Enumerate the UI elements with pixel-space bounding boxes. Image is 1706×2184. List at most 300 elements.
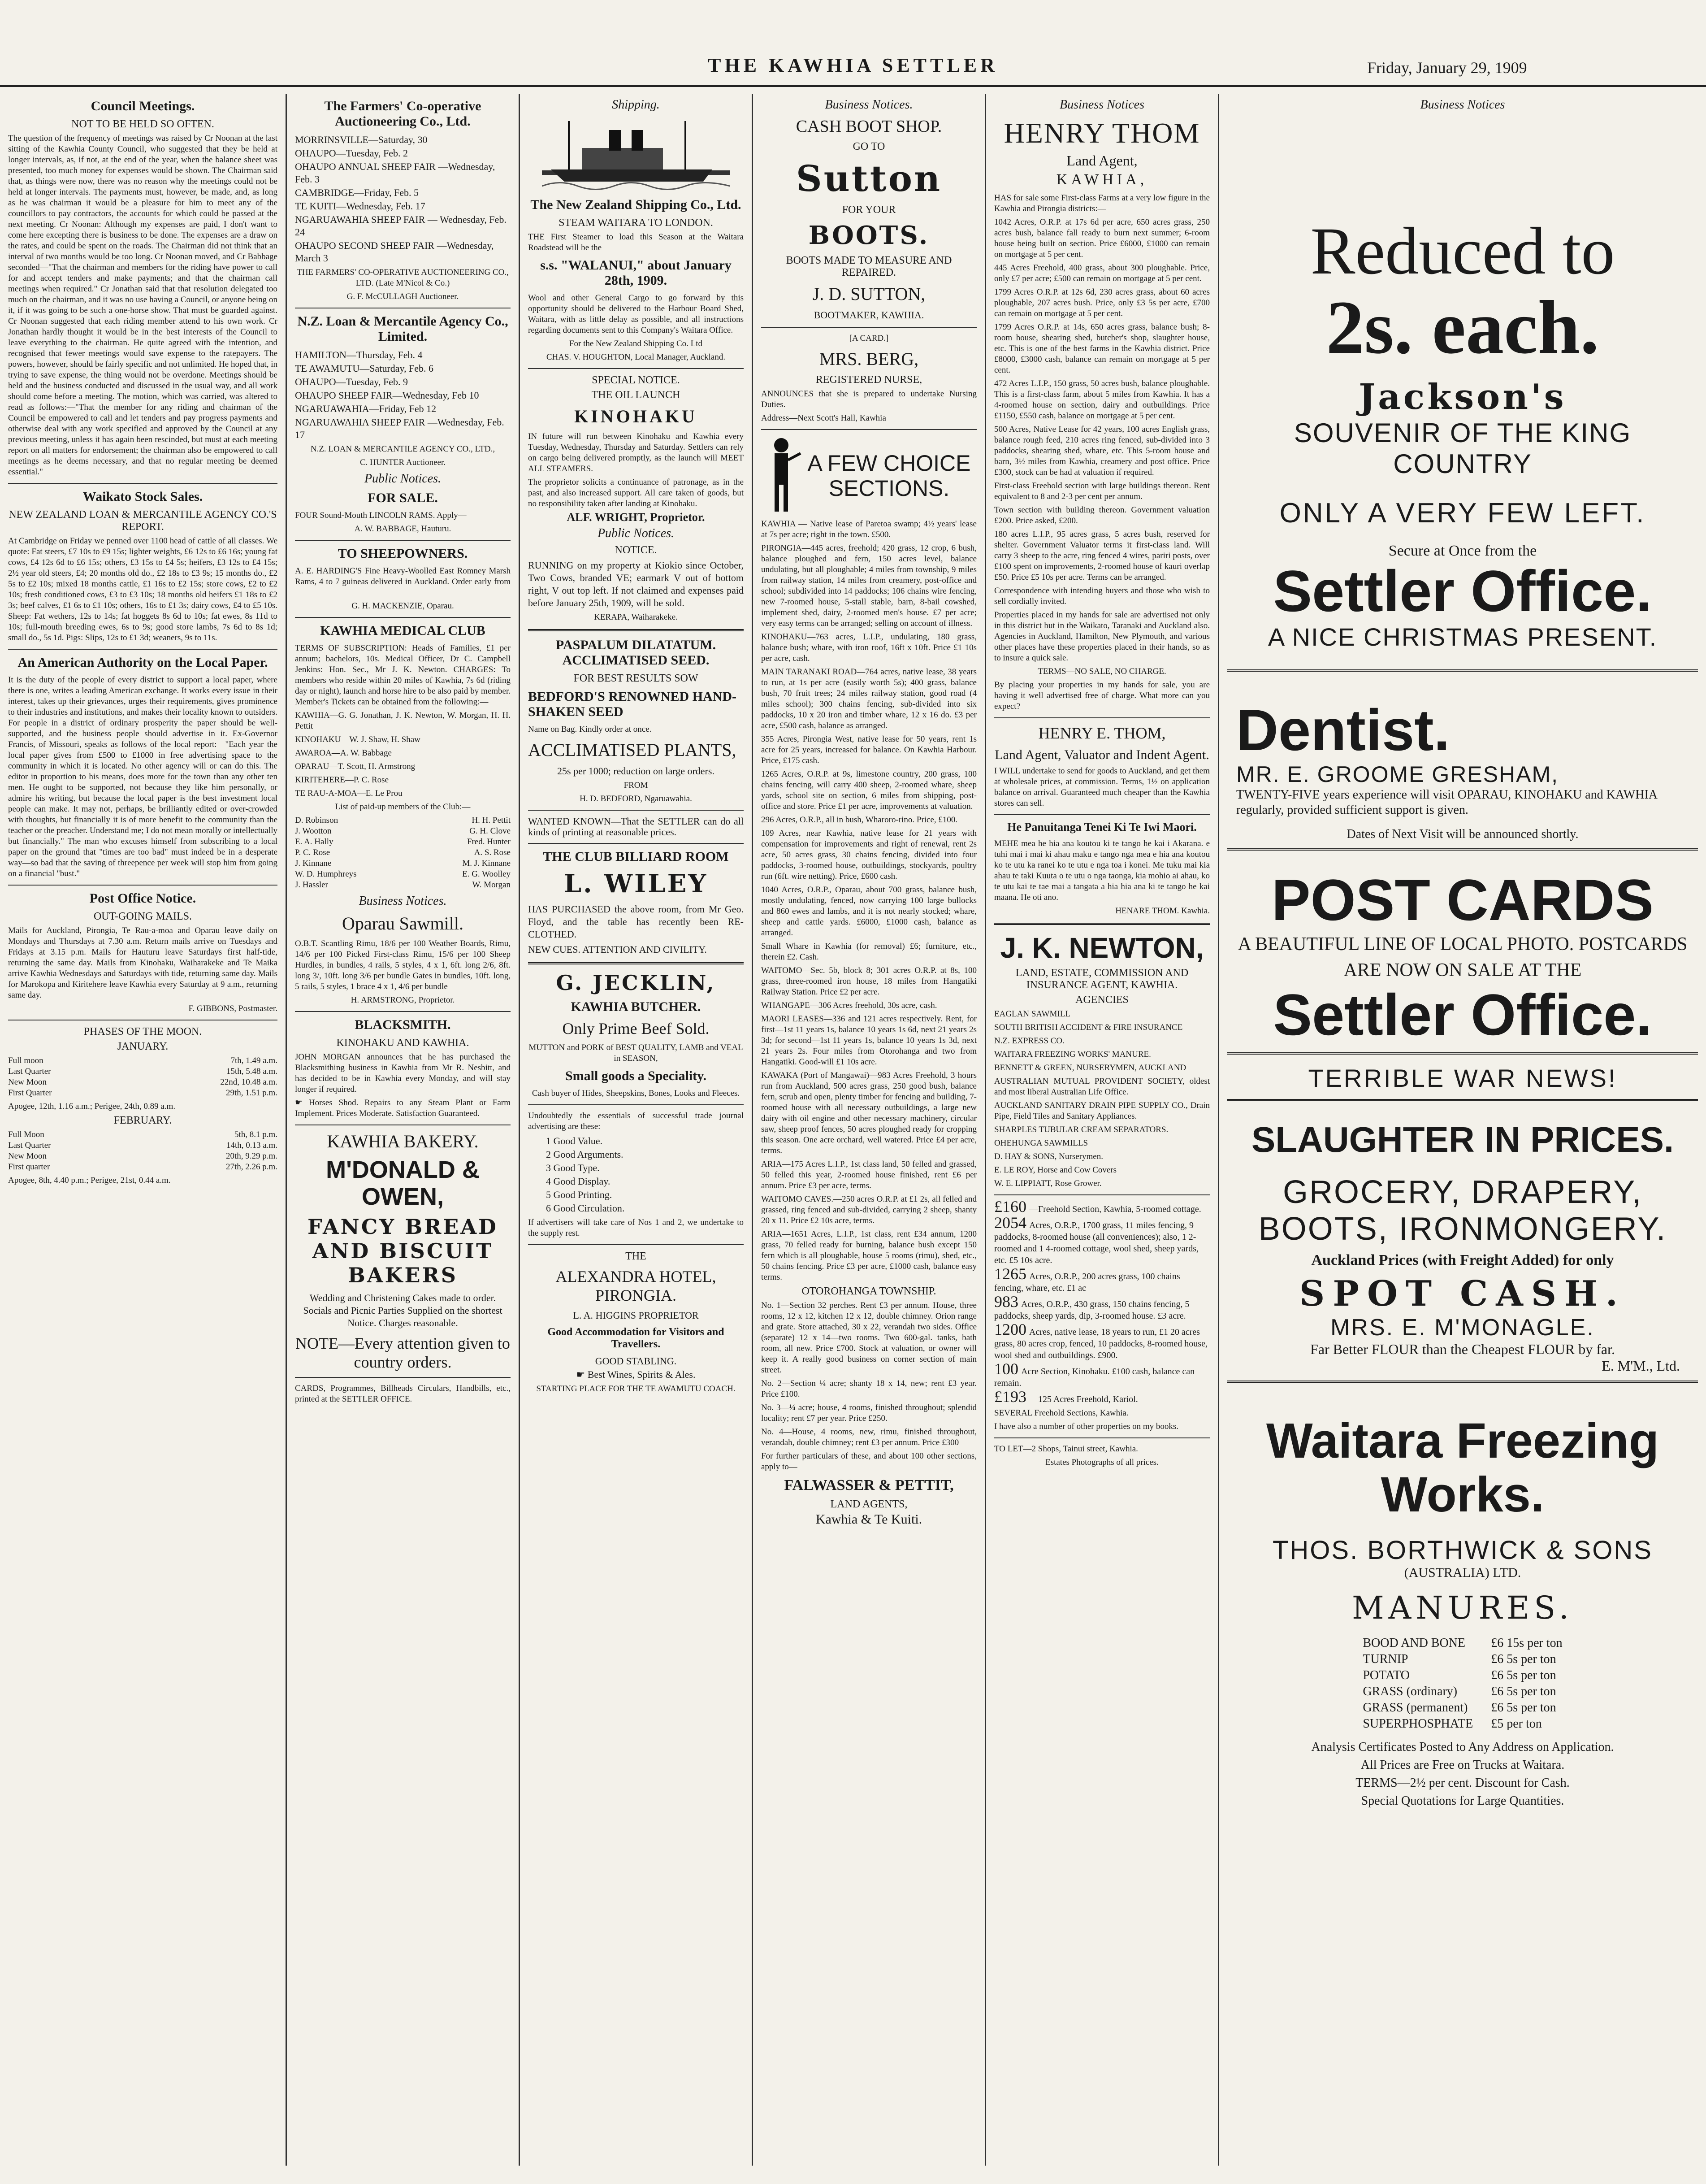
from-label: FROM	[624, 781, 648, 790]
special-notice-heading: SPECIAL NOTICE.	[592, 374, 680, 386]
agency-item: EAGLAN SAWMILL	[994, 1009, 1070, 1019]
divider	[528, 843, 744, 844]
listing: PIRONGIA—445 acres, freehold; 420 grass, 12 crop, 6 bush, balance ploughed and fern, 150 acres level, balance undulating, but all ploughable; 4 miles from township, 9 miles from railway station, 14 miles from creamery, post-office and school; subdivided into 14 paddocks; 106 chains wire fencing, new 7-roomed house, 5-stall stable, barn, 8-bail cowshed, implement shed, dairy, 2-roomed men's house. £7 per acre; very easy terms can be arranged; selling on account of illness.	[761, 543, 977, 628]
agency-item: D. HAY & SONS, Nurserymen.	[994, 1152, 1103, 1161]
henry-e-thom: HENRY E. THOM,	[1038, 724, 1166, 742]
steam-body: THE First Steamer to load this Season at the Waitara Roadstead will be the	[528, 232, 744, 252]
stabling-line: GOOD STABLING.	[595, 1355, 677, 1367]
agency-item: SOUTH BRITISH ACCIDENT & FIRE INSURANCE	[994, 1023, 1183, 1032]
flour-line: Far Better FLOUR than the Cheapest FLOUR by far.	[1310, 1341, 1615, 1357]
divider	[528, 1104, 744, 1105]
agency-item: N.Z. EXPRESS CO.	[994, 1036, 1065, 1046]
listing: MAIN TARANAKI ROAD—764 acres, native lease, 38 years to run, at 1s per acre (easily worth 5s); 400 grass, balance bush, 70 fruit trees; 24 miles railway station, good road (4 miles school); 300 chains fencing, sub-divided into six paddocks, 10 x 20 iron and timber whare, 12 x 16 do. £3 per acre, £500 cash, balance as arranged.	[761, 667, 977, 730]
farmers-signature: G. F. McCULLAGH Auctioneer.	[346, 292, 459, 301]
council-subheading: NOT TO BE HELD SO OFTEN.	[71, 118, 214, 130]
price-listing: 100 Acre Section, Kinohaku. £100 cash, balance can remain.	[994, 1360, 1195, 1388]
bakery-heading: KAWHIA BAKERY.	[327, 1131, 479, 1151]
agency-item: AUCKLAND SANITARY DRAIN PIPE SUPPLY CO., Drain Pipe, Field Tiles and Sanitary Appliances.	[994, 1101, 1210, 1121]
groome-heading: MR. E. GROOME GRESHAM,	[1236, 762, 1559, 787]
moon-february-note: Apogee, 8th, 4.40 p.m.; Perigee, 21st, 0.44 a.m.	[8, 1176, 171, 1185]
divider	[761, 327, 977, 328]
go-to: GO TO	[853, 141, 885, 152]
masthead	[0, 54, 1706, 87]
proprietor-body: The proprietor solicits a continuance of patronage, as in the past, and also increased support. All care taken of goods, but no responsibility taken after landing at Kinohaku.	[528, 478, 744, 508]
section-label: Public Notices.	[364, 472, 442, 486]
american-article: It is the duty of the people of every district to support a local paper, where there is one, writes a leading American exchange. It works every issue in their interest, takes up their grievances, urges their requirements, gives prominence to their industries and institutions, and makes their locality known to outsiders. For people in a district of ordinary prosperity the paper should be well-supported, and the business people should advertise in it. Ex-Governor Francis, of Missouri, speaks as follows of the local report:—"Each year the local paper gives from £500 to £1000 in free advertising space to the community in which it is located. No other agency will or can do this. The editor in proportion to his means, does more for the town than any other ten men. He ought to be supported, not because they like him personally, or admire his writing, but because the local paper is the best investment local people can make. It may not, perhaps, be brilliantly edited or over-crowded with thoughts, but financially it is of more benefit to the community than the teacher or the preacher. Understand me; I do not mean morally or intellectually but financially." The man who excuses himself from subscribing to a local paper on the ground that "times are too bad" must indeed be in a desperate way—so bad that the saving of threepence per week will stop him from going on a financial "bust."	[8, 675, 277, 878]
sale-item: TE KUITI—Wednesday, Feb. 17	[295, 200, 425, 212]
settler-office-heading: Settler Office.	[1273, 558, 1652, 624]
henare-signature: HENARE THOM. Kawhia.	[1115, 906, 1210, 916]
boots-made: BOOTS MADE TO MEASURE AND REPAIRED.	[786, 255, 952, 278]
waitara-heading: Waitara Freezing Works.	[1266, 1413, 1659, 1522]
table-row: TURNIP £6 5s per ton	[1363, 1652, 1556, 1666]
will-undertake: I WILL undertake to send for goods to Auckland, and get them at wholesale prices, at commission. Terms, 1½ on application balance on arrival. Guaranteed much cheaper than the Kawhia stores can sell.	[994, 766, 1210, 808]
stock-article: At Cambridge on Friday we penned over 1100 head of cattle of all classes. We quote: Fat steers, £7 10s to £9 15s; lighter weights, £6 12s to £6 16s; young fat cows, £4 12s 6d to £6 15s; others, £3 15s to £4 5s; heifers, £3 12s to £4 15s; 2½ year old steers, £4; 20 months old do., £2 18s to £3 9s; 15 months do., £2 5s to £2 10s; mixed 18 months cattle, £1 16s to £2 15s; store cows, £2 to £2 10s; fresh conditioned cows, £3 to £3 10s; 18 months old heifers £1 18s to £2 3s; beef calves, £1 6s to £1 10s; others, 16s to £1 3s; dairy cows, £4 to £5 10s. Sheep: Fat wethers, 12s to 14s; fat hoggets 8s 6d to 10s; fat ewes, 8s 11d to 10s; full-mouth breeding ewes, 6s to 9s; good store lambs, 7s 6d to 8s 1d; small do., 5s 1d. Pigs: Slips, 12s to £1 3d; weaners, 9s to 11s.	[8, 536, 277, 643]
listing: 472 Acres L.I.P., 150 grass, 50 acres bush, balance ploughable. This is a first-class farm, about 5 miles from Kawhia. It has a 4-roomed house on section, dairy and outbuildings. Price £1150, £550 cash, balance on mortgage at 5 per cent.	[994, 379, 1210, 421]
jecklin-heading: G. JECKLIN,	[556, 971, 716, 995]
oto-listing: No. 1—Section 32 perches. Rent £3 per annum. House, three rooms, 12 x 12, kitchen 12 x 12, double chimney. Orion range and grate. Store attached, 30 x 22, verandah two sides. Office (separate) 12 x 14—two rooms. Two 600-gal. tanks, bath room, all new. Price £700. Stock at valuation, or owner will keep it. A really good business on corner section of main street.	[761, 1301, 977, 1375]
sale-item: CAMBRIDGE—Friday, Feb. 5	[295, 187, 419, 198]
divider	[1227, 848, 1698, 851]
moon-row: First quarter 27th, 2.26 p.m.	[8, 1162, 277, 1172]
listing: ARIA—175 Acres L.I.P., 1st class land, 50 felled and grassed, 50 felled this year, 2-roomed house finished, rent £6 per annum. Price £3 per acre, terms.	[761, 1159, 977, 1190]
blacksmith-heading: BLACKSMITH.	[355, 1017, 451, 1032]
listing: KINOHAKU—763 acres, L.I.P., undulating, 180 grass, balance bush; whare, with iron roof, 16ft x 10ft. Price £1 10s per acre, cash.	[761, 632, 977, 663]
section-label: Business Notices	[1420, 98, 1505, 112]
for-nz-shipping: For the New Zealand Shipping Co. Ltd	[569, 339, 703, 348]
other-properties: I have also a number of other properties on my books.	[994, 1422, 1179, 1431]
section-label: Business Notices.	[359, 894, 447, 908]
hides-line: Cash buyer of Hides, Sheepskins, Bones, Looks and Fleeces.	[532, 1089, 740, 1098]
oto-listing: No. 4—House, 4 rooms, new, rimu, finished throughout, verandah, double chimney; rent £3 per annum. Price £300	[761, 1427, 977, 1447]
wanted-notice: WANTED KNOWN—That the SETTLER can do all kinds of printing at reasonable prices.	[528, 816, 744, 838]
borthwick-heading: THOS. BORTHWICK & SONS	[1272, 1536, 1653, 1565]
note-heading: NOTE—Every attention given to country orders.	[295, 1334, 510, 1371]
section-label: Business Notices.	[825, 98, 913, 112]
listing: 1799 Acres O.R.P. at 14s, 650 acres grass, balance bush; 8-room house, shearing shed, butcher's shop, slaughter house, etc. This is one of the best farms in the Kawhia district. Price £8000, £3000 cash, balance can remain on mortgage at 5 per cent.	[994, 322, 1210, 375]
australia-line: (AUSTRALIA) LTD.	[1404, 1565, 1521, 1580]
sale-item: OHAUPO ANNUAL SHEEP FAIR —Wednesday, Feb. 3	[295, 161, 495, 185]
listing: 296 Acres, O.R.P., all in bush, Wharoro-rino. Price, £100.	[761, 815, 958, 825]
christmas-line: A NICE CHRISTMAS PRESENT.	[1268, 623, 1658, 651]
beautiful-line: A BEAUTIFUL LINE OF LOCAL PHOTO. POSTCARDS ARE NOW ON SALE AT THE	[1238, 934, 1688, 981]
post-office-heading: Post Office Notice.	[89, 891, 196, 906]
kerapa-signature: KERAPA, Waiharakeke.	[594, 612, 678, 622]
sale-item: OHAUPO—Tuesday, Feb. 2	[295, 148, 408, 159]
listing: 1042 Acres, O.R.P. at 17s 6d per acre, 650 acres grass, 250 acres bush, balance fall ready to burn next summer; 6-room house being built on section. Price £6000, £1000 can remain on mortgage at 5 per cent.	[994, 217, 1210, 259]
small-goods: Small goods a Speciality.	[565, 1068, 707, 1083]
dentist-heading: Dentist.	[1236, 697, 1450, 763]
groome-body: TWENTY-FIVE years experience will visit OPARAU, KINOHAKU and KAWHIA regularly, provided sufficient support is given.	[1236, 788, 1657, 817]
sale-item: NGARUAWAHIA SHEEP FAIR —Wednesday, Feb. 17	[295, 417, 504, 440]
berg-announce: ANNOUNCES that she is prepared to undertake Nursing Duties.	[761, 389, 977, 409]
sawmill-signature: H. ARMSTRONG, Proprietor.	[351, 995, 455, 1005]
kawhia-te-kuiti: Kawhia & Te Kuiti.	[815, 1512, 922, 1527]
best-results: FOR BEST RESULTS SOW	[573, 673, 698, 684]
listing: 180 acres L.I.P., 95 acres grass, 5 acres bush, reserved for shelter. Government Valuator terms it first-class land. Will carry 3 sheep to the acre, ring fenced 4 wires, pariri posts, over £100 spent on improvements, 2-roomed house of kauri overlap £50. Price £5 10s per acre. Terms can be arranged.	[994, 530, 1210, 582]
horseshoe-pointer-icon: ☛	[295, 1098, 309, 1107]
agent-line: OPARAU—T. Scott, H. Armstrong	[295, 762, 416, 771]
agency-item: E. LE ROY, Horse and Cow Covers	[994, 1165, 1117, 1175]
bakery-body: Wedding and Christening Cakes made to order. Socials and Picnic Parties Supplied on the shortest Notice. Charges reasonable.	[303, 1292, 502, 1329]
cards-notice: CARDS, Programmes, Billheads Circulars, Handbills, etc., printed at the SETTLER OFFICE.	[295, 1384, 511, 1404]
moon-january-note: Apogee, 12th, 1.16 a.m.; Perigee, 24th, 0.89 a.m.	[8, 1102, 176, 1111]
oil-launch-line: THE OIL LAUNCH	[591, 389, 680, 401]
divider	[994, 717, 1210, 718]
berg-address: Address—Next Scott's Hall, Kawhia	[761, 413, 886, 423]
reduced-heading: Reduced to	[1310, 214, 1615, 288]
divider	[528, 368, 744, 369]
agency-item: WAITARA FREEZING WORKS' MANURE.	[994, 1050, 1151, 1059]
member-row: E. A. Hally Fred. Hunter	[295, 837, 511, 847]
divider	[528, 1244, 744, 1245]
column-1	[0, 94, 287, 2166]
table-row: BOOD AND BONE £6 15s per ton	[1363, 1636, 1563, 1650]
wright-signature: ALF. WRIGHT, Proprietor.	[567, 511, 705, 524]
moon-row: New Moon 22nd, 10.48 a.m.	[8, 1077, 277, 1087]
kawhia-heading: KAWHIA,	[1056, 171, 1148, 188]
for-sale-heading: FOR SALE.	[368, 491, 438, 505]
footer-line: TERMS—2½ per cent. Discount for Cash.	[1355, 1776, 1570, 1790]
correspondence: Correspondence with intending buyers and those who wish to sell cordially invited.	[994, 586, 1210, 606]
divider	[1227, 669, 1698, 672]
agency-item: W. E. LIPPIATT, Rose Grower.	[994, 1179, 1102, 1188]
starting-place: STARTING PLACE FOR THE TE AWAMUTU COACH.	[536, 1384, 736, 1394]
footer-line: Analysis Certificates Posted to Any Address on Application.	[1311, 1740, 1614, 1754]
section-label: Shipping.	[612, 98, 660, 112]
listing: WAITOMO—Sec. 5b, block 8; 301 acres O.R.P. at 8s, 100 grass, three-roomed iron house, 18 miles from Hangatiki Railway Station. Price £2 per acre.	[761, 966, 977, 997]
divider	[994, 1437, 1210, 1438]
new-cues: NEW CUES. ATTENTION AND CIVILITY.	[528, 944, 707, 955]
american-heading: An American Authority on the Local Paper.	[17, 655, 268, 670]
butcher-heading: KAWHIA BUTCHER.	[571, 999, 701, 1014]
dates-line: Dates of Next Visit will be announced shortly.	[1347, 827, 1579, 841]
moon-row: Full Moon 5th, 8.1 p.m.	[8, 1130, 277, 1139]
agent-line: TE RAU-A-MOA—E. Le Prou	[295, 789, 403, 798]
valuator: Land Agent, Valuator and Indent Agent.	[995, 747, 1209, 762]
divider	[295, 540, 511, 541]
issue-date: Friday, January 29, 1909	[1367, 59, 1527, 77]
essentials-footer: If advertisers will take care of Nos 1 and 2, we undertake to the supply rest.	[528, 1218, 744, 1238]
sawmill-heading: Oparau Sawmill.	[342, 913, 464, 934]
nz-signature: C. HUNTER Auctioneer.	[359, 458, 446, 467]
moon-row: New Moon 20th, 9.29 p.m.	[8, 1151, 277, 1161]
table-row: SUPERPHOSPHATE £5 per ton	[1363, 1717, 1542, 1731]
slaughter-heading: SLAUGHTER IN PRICES.	[1251, 1120, 1674, 1159]
council-article: The question of the frequency of meetings was raised by Cr Noonan at the last sitting of the Kawhia County Council, who suggested that they be held at longer intervals, as, if not, at the end of the year, when the balance sheet was presented, too much money for expenses would be shown. The Chairman said that, as things were now, there was no reason why the meetings could not be held at longer intervals. The payments must, however, be made, and, as long as he was chairman it would be a pleasure for him to meet any of the councillors to pay contractors, the accounts for which could be passed at the next meeting. Cr Noonan: Although my expenses are paid, I don't want to come here excepting there is business to be done. The expenses are a draw on the rates, and could be spent on the roads. The Chairman did not think that an interval of two months would be too long. Cr Noonan moved, and Cr Babbage seconded—"That the chairman and members for the riding have power to call for and accept tenders and make payments; and that the chairman call meetings when required." Cr Jonathan said that that resolution delegated too much on the chairman, and it was no use having a Council, or anyone being on it, if it was going to be such a one-horse show. That must be guarded against. Cr Noonan suggested that each riding member attend to his own work. Cr Jonathan hardly thought it would be in the best interests of the Council to leave everything to the chairman. He quite agreed with the intention, and recognised that fewer meetings would save expense to the ratepayers. The powers, however, should be fairly specific and not unlimited. He hoped that, in trying to save expense, the thing would not be overdone. Meetings should be held and the business conducted and discussed in the usual way, and all work should come before a meeting. The motion, which was carried, was altered to read as follows:—"That the member for any riding and chairman of the Council be empowered to call and let tenders and pay progress payments and otherwise deal with any work specified and approved by the Council at any previous meeting, unless it has again been rescinded, but must at each meeting report on all matters for endorsement; the chairman also be empowered to call meetings as he deems necessary, and that no regular meeting be deemed essential."	[8, 134, 277, 477]
listing: KAWAKA (Port of Mangawai)—983 Acres Freehold, 3 hours run from Auckland, 500 acres grass, 250 good bush, balance fern, scrub and open, plenty timber for fencing and building, 7-roomed house with all necessary outbuildings, a large new dairy with oil engine and other necessary machinery, circular saw, sheep proof fences, 50 acres ploughed ready for cropping this season. One acre orchard, well watered. Price £4 per acre, terms.	[761, 1071, 977, 1155]
agency-item: SHARPLES TUBULAR CREAM SEPARATORS.	[994, 1125, 1169, 1134]
name-on-bag: Name on Bag. Kindly order at once.	[528, 725, 652, 734]
divider	[761, 429, 977, 430]
bakery-fancy: FANCY BREAD AND BISCUIT BAKERS	[307, 1215, 498, 1287]
listing: WHANGAPE—306 Acres freehold, 30s acre, cash.	[761, 1001, 937, 1010]
bedford-heading: BEDFORD'S RENOWNED HAND-SHAKEN SEED	[528, 689, 737, 719]
listing: WAITOMO CAVES.—250 acres O.R.P. at £1 2s, all felled and grassed, ring fenced and sub-divided, carrying 2 sheep, shanty 20 x 11. Price £2 10s acre, terms.	[761, 1194, 977, 1225]
for-sale-body: FOUR Sound-Mouth LINCOLN RAMS. Apply—	[295, 511, 467, 520]
listing: Town section with building thereon. Government valuation £200. Price asked, £200.	[994, 505, 1210, 525]
postmaster-signature: F. GIBBONS, Postmaster.	[188, 1004, 277, 1013]
stock-heading: Waikato Stock Sales.	[82, 489, 203, 504]
sheepowners-signature: G. H. MACKENZIE, Oparau.	[351, 601, 454, 611]
divider	[295, 1011, 511, 1012]
maori-body: MEHE mea he hia ana koutou ki te tango he kai i Akarana. e tuhi mai i mai ki ahau maku e tango nga mea e hia ana koutou ko te utu ka ranei ko te utu e nga toa i konei. Me tuku mai kia ahau te taki Kuuta o te utu o nga taonga, kia mohio ai ahau, ko te utu kai te tae mai a tangata a hia hia ana ki te tango he kai maana. He oti ano.	[994, 839, 1210, 902]
essential-item: 1 Good Value.	[546, 1135, 603, 1146]
moon-february: FEBRUARY.	[113, 1115, 172, 1126]
listing: KAWHIA — Native lease of Paretoa swamp; 4½ years' lease at 7s per acre; right in the town. £500.	[761, 519, 977, 539]
a-card: [A CARD.]	[849, 334, 889, 343]
agency-item: AUSTRALIAN MUTUAL PROVIDENT SOCIETY, oldest and most liberal Australian Life Office.	[994, 1077, 1210, 1097]
member-row: J. Wootton G. H. Clove	[295, 826, 511, 836]
jd-sutton: J. D. SUTTON,	[812, 284, 926, 304]
sale-item: NGARUAWAHIA SHEEP FAIR — Wednesday, Feb. 24	[295, 214, 507, 238]
manures-heading: MANURES.	[1352, 1589, 1573, 1626]
price-listing: £160 —Freehold Section, Kawhia, 5-roomed cottage.	[994, 1198, 1201, 1216]
table-row: POTATO £6 5s per ton	[1363, 1668, 1556, 1682]
souvenir-heading: SOUVENIR OF THE KING COUNTRY	[1294, 418, 1632, 479]
farmers-heading: The Farmers' Co-operative Auctioneering Co., Ltd.	[324, 99, 481, 129]
price-listing: 1265 Acres, O.R.P., 200 acres grass, 100 chains fencing, whare, etc. £1 ac	[994, 1265, 1180, 1293]
oto-listing: No. 3—¼ acre; house, 4 rooms, finished throughout; splendid locality; rent £7 per year. Price £250.	[761, 1403, 977, 1423]
moon-heading: PHASES OF THE MOON.	[83, 1026, 202, 1038]
henry-thom-heading: HENRY THOM	[1004, 117, 1200, 149]
nz-shipping-heading: The New Zealand Shipping Co., Ltd.	[530, 197, 741, 212]
price-listing: 983 Acres, O.R.P., 430 grass, 150 chains fencing, 5 paddocks, sheep yards, dip, 3-roomed house. £3 acre.	[994, 1293, 1190, 1321]
wines-line: ☛ Best Wines, Spirits & Ales.	[576, 1369, 696, 1380]
bakery-name: M'DONALD & OWEN,	[326, 1156, 480, 1210]
kinohaku-heading: KINOHAKU	[574, 406, 697, 426]
prime-beef: Only Prime Beef Sold.	[562, 1020, 710, 1038]
panuitanga-heading: He Panuitanga Tenei Ki Te Iwi Maori.	[1007, 821, 1197, 834]
listing: Small Whare in Kawhia (for removal) £6; furniture, etc., therein £2. Cash.	[761, 942, 977, 962]
medical-club-heading: KAWHIA MEDICAL CLUB	[320, 623, 485, 638]
estates-footer: Estates Photographs of all prices.	[1045, 1458, 1159, 1467]
column-6	[1219, 94, 1706, 2166]
few-choice-sections: A FEW CHOICE SECTIONS.	[807, 451, 971, 501]
member-row: P. C. Rose A. S. Rose	[295, 848, 511, 857]
sutton-logo: Sutton	[796, 157, 942, 200]
divider	[528, 629, 744, 631]
agent-line: KINOHAKU—W. J. Shaw, H. Shaw	[295, 735, 420, 744]
terrible-war-news: TERRIBLE WAR NEWS!	[1308, 1064, 1617, 1092]
bootmaker: BOOTMAKER, KAWHIA.	[814, 309, 924, 321]
divider	[8, 649, 277, 650]
moon-january: JANUARY.	[117, 1041, 169, 1052]
newton-heading: J. K. NEWTON,	[1000, 932, 1204, 964]
sheepowners-body: A. E. HARDING'S Fine Heavy-Woolled East Romney Marsh Rams, 4 to 7 guineas delivered in Auckland. Order early from—	[295, 566, 511, 597]
moon-row: Full moon 7th, 1.49 a.m.	[8, 1056, 277, 1065]
monagle-heading: MRS. E. M'MONAGLE.	[1330, 1315, 1595, 1341]
plants-price: 25s per 1000; reduction on large orders.	[557, 765, 714, 777]
sale-item: HAMILTON—Thursday, Feb. 4	[295, 349, 423, 360]
jackson-heading: Jackson's	[1359, 377, 1567, 417]
nz-footer: N.Z. LOAN & MERCANTILE AGENCY CO., LTD.,	[310, 444, 495, 454]
paspalum-heading: PASPALUM DILATATUM. ACCLIMATISED SEED.	[555, 638, 716, 668]
footer-line: All Prices are Free on Trucks at Waitara.	[1360, 1758, 1565, 1772]
member-row: W. D. Humphreys E. G. Woolley	[295, 869, 511, 879]
price-heading: 2s. each.	[1326, 285, 1599, 369]
several-sections: SEVERAL Freehold Sections, Kawhia.	[994, 1408, 1129, 1418]
moon-row: First Quarter 29th, 1.51 p.m.	[8, 1088, 277, 1098]
manure-price-table	[1354, 1635, 1571, 1732]
post-office-article: Mails for Auckland, Pirongia, Te Rau-a-moa and Oparau leave daily on Mondays and Thursdays at 7.30 a.m. Return mails arrive on Tuesdays and Fridays at 3.15 p.m. Mails for Hauturu leave Saturdays first half-tide, returning the same day. Mails from Kinohaku, Waiharakeke and Te Maika arrive Kawhia Wednesdays and Saturdays with tide, returning same day. Mails for Marokopa and Kiritehere leave Kawhia every Saturday at 9 a.m., returning same day.	[8, 926, 277, 1000]
for-sale-signature: A. W. BABBAGE, Hauturu.	[354, 524, 451, 534]
member-row: J. Kinnane M. J. Kinnane	[295, 859, 511, 868]
council-heading: Council Meetings.	[91, 99, 195, 113]
few-choice-block	[761, 435, 977, 516]
properties: Properties placed in my hands for sale are advertised not only in this district but in the Waikato, Taranaki and Auckland also. Agencies in Auckland, Hamilton, New Plymouth, and various other places have these properties placed in their hands, so as to insure a quick sale.	[994, 610, 1210, 663]
higgins-line: L. A. HIGGINS PROPRIETOR	[573, 1310, 699, 1321]
settler-office-heading-2: Settler Office.	[1273, 982, 1652, 1047]
blacksmith-body: JOHN MORGAN announces that he has purchased the Blacksmithing business in Kawhia from Mr R. Nesbitt, and has decided to be in Kawhia every Monday, and will stay longer if required.	[295, 1052, 511, 1094]
spot-cash: SPOT CASH.	[1299, 1273, 1626, 1314]
only-few-left: ONLY A VERY FEW LEFT.	[1279, 498, 1646, 529]
agency-item: OHEHUNGA SAWMILLS	[994, 1138, 1088, 1148]
land-agents: LAND AGENTS,	[830, 1498, 908, 1510]
alexandra-heading: ALEXANDRA HOTEL, PIRONGIA.	[555, 1268, 716, 1304]
divider	[295, 617, 511, 618]
newton-subheading: LAND, ESTATE, COMMISSION AND INSURANCE AGENT, KAWHIA.	[1015, 967, 1189, 991]
moon-row: Last Quarter 14th, 0.13 a.m.	[8, 1141, 277, 1150]
column-5	[986, 94, 1219, 2166]
essential-item: 6 Good Circulation.	[546, 1203, 625, 1214]
divider	[994, 1194, 1210, 1195]
divider	[8, 885, 277, 886]
essential-item: 4 Good Display.	[546, 1176, 611, 1187]
sale-item: OHAUPO SHEEP FAIR—Wednesday, Feb 10	[295, 390, 479, 401]
listing: 109 Acres, near Kawhia, native lease for 21 years with compensation for improvements and right of renewal, rent 2s acre, 50 acres grass, 30 chains fencing, divided into four paddocks, 3-roomed house, outbuildings, stockyards, poultry run (6ft. wire netting). Price, £600 cash.	[761, 829, 977, 881]
post-cards-heading: POST CARDS	[1271, 867, 1654, 933]
the-label: THE	[625, 1250, 646, 1262]
sawmill-body: O.B.T. Scantling Rimu, 18/6 per 100 Weather Boards, Rimu, 14/6 per 100 Picked First-class Rimu, 15/6 per 100 Sheep Hurdles, in bundles, 4 rails, 5 styles, 4 x 1, 6ft. long 2/6, 8ft. long 3/, 10ft. long 3/6 per bundle Gates in bundles, 10ft. long, 5 rails, 5 styles, 1 brace 4 x 1, 4/6 per bundle	[295, 939, 511, 991]
sale-item: NGARUAWAHIA—Friday, Feb 12	[295, 403, 437, 414]
divider	[994, 814, 1210, 815]
price-listing: 2054 Acres, O.R.P., 1700 grass, 11 miles fencing, 9 paddocks, 8-roomed house (all conveniences); also, 1 2-roomed and 1 4-roomed cottage, wool shed, sheep yards, etc. £5 10s acre.	[994, 1214, 1199, 1265]
wiley-body: HAS PURCHASED the above room, from Mr Geo. Floyd, and the table has recently been RE-CLOTHED.	[528, 903, 744, 940]
undoubtedly-body: Undoubtedly the essentials of successful trade journal advertising are these:—	[528, 1111, 744, 1131]
section-label: Public Notices.	[597, 526, 675, 540]
club-billiard-heading: THE CLUB BILLIARD ROOM	[543, 849, 729, 864]
agent-line: AWAROA—A. W. Babbage	[295, 748, 392, 758]
grocery-heading: GROCERY, DRAPERY, BOOTS, IRONMONGERY.	[1258, 1174, 1667, 1247]
further-particulars: For further particulars of these, and about 100 other sections, apply to—	[761, 1451, 977, 1472]
cash-boot-heading: CASH BOOT SHOP.	[796, 117, 942, 136]
placing: By placing your properties in my hands for sale, you are having it well advertised free of charge. What more can you expect?	[994, 680, 1210, 711]
oto-listing: No. 2—Section ¼ acre; shanty 18 x 14, new; rent £3 year. Price £100.	[761, 1379, 977, 1399]
steam-subheading: STEAM WAITARA TO LONDON.	[559, 217, 713, 229]
sheepowners-heading: TO SHEEPOWNERS.	[338, 546, 468, 561]
has-for-sale: HAS for sale some First-class Farms at a very low figure in the Kawhia and Pirongia districts:—	[994, 193, 1210, 213]
sale-item: OHAUPO SECOND SHEEP FAIR —Wednesday, March 3	[295, 240, 494, 264]
moon-row: Last Quarter 15th, 5.48 a.m.	[8, 1067, 277, 1076]
listing: First-class Freehold section with large buildings thereon. Rent equivalent to 8 and 2-3 per cent per annum.	[994, 481, 1210, 501]
essential-item: 5 Good Printing.	[546, 1189, 612, 1200]
divider	[528, 962, 744, 964]
notice-body: RUNNING on my property at Kiokio since October, Two Cows, branded VE; earmark V out of bottom right, V out top left. If not claimed and expenses paid before January 25th, 1909, will be sold.	[528, 560, 744, 608]
member-row: J. Hassler W. Morgan	[295, 880, 511, 890]
pointing-hand-icon: ☛	[576, 1369, 588, 1380]
medical-club-body: TERMS OF SUBSCRIPTION: Heads of Families, £1 per annum; bachelors, 10s. Medical Officer, Dr C. Campbell Jenkins: Hon. Sec., Mr J. K. Newton. CHARGES: To members who reside within 20 miles of Kawhia, 7s 6d (riding day or night), launch and horse hire to be also paid by member. Member's Tickets can be obtained from the following:—	[295, 643, 511, 707]
bedford-signature: H. D. BEDFORD, Ngaruawahia.	[580, 794, 692, 803]
listing: 1040 Acres, O.R.P., Oparau, about 700 grass, balance bush, mostly undulating, fenced, now carrying 100 large bullocks and 860 ewes and lambs, and it is not nearly stocked; whare, sheep and cattle yards. £6000, £1000 cash, balance as arranged.	[761, 885, 977, 938]
divider	[528, 810, 744, 811]
auckland-prices: Auckland Prices (with Freight Added) for only	[1311, 1252, 1614, 1268]
divider	[1227, 1052, 1698, 1055]
listing: 1265 Acres, O.R.P. at 9s, limestone country, 200 grass, 100 chains fencing, will carry 400 sheep, 2-roomed whare, sheep yards, school site on section, 6 miles from shipping, post-office and store. Price £1 per acre, improvements at valuation.	[761, 769, 977, 811]
divider	[994, 923, 1210, 925]
members-heading: List of paid-up members of the Club:—	[335, 802, 471, 812]
price-listing: £193 —125 Acres Freehold, Kariol.	[994, 1388, 1138, 1406]
boots-heading: BOOTS.	[808, 221, 930, 250]
nz-loan-heading: N.Z. Loan & Mercantile Agency Co., Limited.	[297, 314, 508, 344]
notice-heading: NOTICE.	[615, 544, 657, 556]
walanui-line: s.s. "WALANUI," about January 28th, 1909.	[540, 258, 732, 288]
secure-line: Secure at Once from the	[1388, 543, 1537, 559]
registered-nurse: REGISTERED NURSE,	[815, 374, 922, 386]
price-listing: 1200 Acres, native lease, 18 years to run, £1 20 acres grass, 80 acres crop, fenced, 10 paddocks, 8-roomed house, wool shed and outbuildings. £900.	[994, 1320, 1208, 1360]
listing: MAORI LEASES—336 and 121 acres respectively. Rent, for first—1st 11 years 1s, balance 10 years 1s 6d, next 21 years 2s 3d; for second—1st 11 years 1s, balance 10 years 1s 3d, next 21 years 2s. Four miles from Otorohanga and two from Hangatiki. Good-will £1 10s acre.	[761, 1014, 977, 1067]
agent-line: KIRITEHERE—P. C. Rose	[295, 775, 389, 785]
blacksmith-subheading: KINOHAKU AND KAWHIA.	[336, 1037, 469, 1049]
listing: 1799 Acres O.R.P. at 12s 6d, 230 acres grass, about 60 acres ploughable, 207 acres bush. Price, only £3 5s per acre, £700 can remain on mortgage at 5 per cent.	[994, 287, 1210, 318]
table-row: GRASS (permanent) £6 5s per ton	[1363, 1701, 1556, 1715]
kinohaku-body: IN future will run between Kinohaku and Kawhia every Tuesday, Wednesday, Thursday and Saturday. Settlers can rely on cargo being delivered promptly, as the launch will MEET ALL STEAMERS.	[528, 432, 744, 473]
em-signature: E. M'M., Ltd.	[1602, 1358, 1680, 1374]
listing: 445 Acres Freehold, 400 grass, about 300 ploughable. Price, only £7 per acre; £500 can remain on mortgage at 5 per cent.	[994, 263, 1210, 283]
newspaper-title: THE KAWHIA SETTLER	[708, 54, 998, 76]
steamship-icon	[542, 117, 730, 193]
divider	[295, 1377, 511, 1378]
footer-line: Special Quotations for Large Quantities.	[1361, 1794, 1564, 1808]
listing: 500 Acres, Native Lease for 42 years, 100 acres English grass, balance rough feed, 210 acres ring fenced, sub-divided into 3 paddocks, shearing shed, whare, etc. This 5-room house and barn, 3½ miles from Kawhia, creamery and post office. Price £300, stock can be had at valuation if required.	[994, 425, 1210, 477]
listing: ARIA—1651 Acres, L.I.P., 1st class, rent £34 annum, 1200 grass, 70 felled ready for burning, balance bush except 150 fern which is all ploughable, house 5 rooms (rimu), shed, etc., 50 chains fencing. Price £3 per acre, £1000 cash, balance easy terms.	[761, 1229, 977, 1282]
essential-item: 2 Good Arguments.	[546, 1149, 624, 1160]
mutton-line: MUTTON and PORK of BEST QUALITY, LAMB and VEAL in SEASON,	[528, 1043, 743, 1063]
listing: 355 Acres, Pirongia West, native lease for 50 years, rent 1s acre for 25 years, increased for balance. On Kawhia Harbour. Price, £175 cash.	[761, 734, 977, 765]
wiley-heading: L. WILEY	[563, 869, 708, 899]
to-let: TO LET—2 Shops, Tainui street, Kawhia.	[994, 1444, 1138, 1454]
agent-line: KAWHIA—G. G. Jonathan, J. K. Newton, W. Morgan, H. H. Pettit	[295, 711, 511, 731]
terms: TERMS—NO SALE, NO CHARGE.	[1038, 667, 1166, 676]
table-row: GRASS (ordinary) £6 5s per ton	[1363, 1685, 1556, 1698]
divider	[1227, 1099, 1698, 1101]
houghton-signature: CHAS. V. HOUGHTON, Local Manager, Auckland.	[546, 352, 726, 362]
sale-item: MORRINSVILLE—Saturday, 30	[295, 134, 428, 145]
stock-subheading: NEW ZEALAND LOAN & MERCANTILE AGENCY CO.'S REPORT.	[9, 509, 277, 533]
acclimatised-plants: ACCLIMATISED PLANTS,	[528, 740, 736, 760]
falwasser-heading: FALWASSER & PETTIT,	[784, 1477, 954, 1494]
wool-body: Wool and other General Cargo to go forward by this opportunity should be delivered to the Harbour Board Shed, Waitara, with as little delay as possible, and all instructions regarding documents sent to this Company's Waitara Office.	[528, 293, 744, 335]
column-2	[287, 94, 520, 2166]
divider	[8, 483, 277, 484]
farmers-footer: THE FARMERS' CO-OPERATIVE AUCTIONEERING CO., LTD. (Late M'Nicol & Co.)	[297, 268, 509, 288]
essential-item: 3 Good Type.	[546, 1162, 600, 1173]
sale-item: TE AWAMUTU—Saturday, Feb. 6	[295, 363, 434, 374]
sale-item: OHAUPO—Tuesday, Feb. 9	[295, 376, 408, 387]
horses-body: ☛ Horses Shod. Repairs to any Steam Plant or Farm Implement. Prices Moderate. Satisfaction Guaranteed.	[295, 1098, 511, 1118]
column-3	[520, 94, 753, 2166]
land-agent: Land Agent,	[1066, 152, 1138, 169]
member-row: D. Robinson H. H. Pettit	[295, 816, 511, 825]
divider	[1227, 1381, 1698, 1383]
agency-item: BENNETT & GREEN, NURSERYMEN, AUCKLAND	[994, 1063, 1186, 1072]
agencies-heading: AGENCIES	[1075, 994, 1129, 1006]
post-office-subheading: OUT-GOING MAILS.	[93, 911, 192, 922]
column-4	[753, 94, 986, 2166]
figure-with-sign-icon	[761, 435, 801, 516]
section-label: Business Notices	[1060, 98, 1144, 112]
otorohanga-heading: OTOROHANGA TOWNSHIP.	[801, 1285, 936, 1297]
